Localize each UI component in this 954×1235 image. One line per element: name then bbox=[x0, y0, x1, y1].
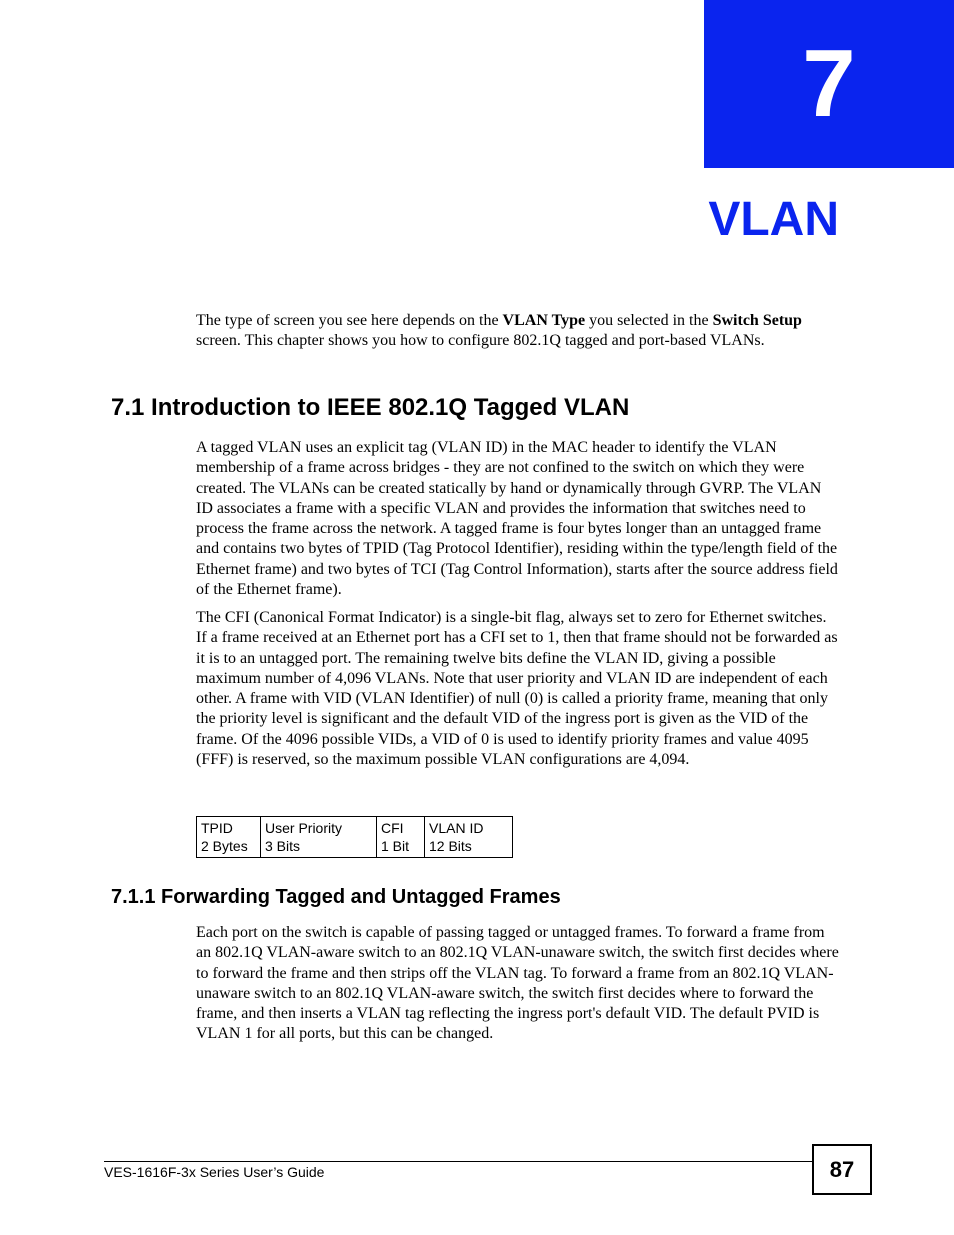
intro-text-1: The type of screen you see here depends on the bbox=[196, 312, 503, 329]
table-cell-tpid bbox=[197, 817, 261, 858]
vlan-tag-format-table bbox=[196, 816, 513, 858]
table-cell-vlan-id bbox=[425, 817, 513, 858]
table-cell-user-priority bbox=[261, 817, 377, 858]
field-name: User Priority bbox=[265, 820, 343, 836]
chapter-number-box bbox=[704, 0, 954, 168]
field-size: 1 Bit bbox=[381, 838, 410, 854]
chapter-number: 7 bbox=[802, 30, 856, 137]
intro-bold-vlan-type: VLAN Type bbox=[502, 312, 586, 329]
table-cell-cfi bbox=[377, 817, 425, 858]
subsection-paragraph: Each port on the switch is capable of passing tagged or untagged frames. To forward a frame from an 802.1Q VLAN-aware switch to an 802.1Q VLAN-unaware switch, the switch first decides where to forward the frame and then strips off the VLAN tag. To forward a frame from an 802.1Q VLAN-unaware switch to an 802.1Q VLAN-aware switch, the switch first decides where to forward the frame, and then inserts a VLAN tag reflecting the ingress port's default VID. The default PVID is VLAN 1 for all ports, but this can be changed. bbox=[196, 924, 839, 1043]
footer-guide-title: VES-1616F-3x Series User’s Guide bbox=[104, 1164, 325, 1180]
field-size: 2 Bytes bbox=[201, 838, 248, 854]
field-name: VLAN ID bbox=[429, 820, 484, 836]
intro-bold-switch-setup: Switch Setup bbox=[712, 312, 802, 329]
intro-paragraph bbox=[196, 311, 841, 352]
field-size: 3 Bits bbox=[265, 838, 301, 854]
field-name: CFI bbox=[381, 820, 404, 836]
section-paragraph-1: A tagged VLAN uses an explicit tag (VLAN ID) in the MAC header to identify the VLAN membership of a frame across bridges - they are not confined to the switch on which they were created. The VLANs can be created statically by hand or dynamically through GVRP. The VLAN ID associates a frame with a specific VLAN and provides the information that switches need to process the frame across the network. A tagged frame is four bytes longer than an untagged frame and contains two bytes of TPID (Tag Protocol Identifier), residing within the type/length field of the Ethernet frame) and two bytes of TCI (Tag Control Information), starts after the source address field of the Ethernet frame). bbox=[196, 439, 838, 599]
table-row bbox=[197, 817, 513, 858]
field-size: 12 Bits bbox=[429, 838, 472, 854]
footer-divider bbox=[104, 1161, 812, 1162]
intro-text-2: you selected in the bbox=[585, 312, 713, 329]
section-paragraph-2: The CFI (Canonical Format Indicator) is a single-bit flag, always set to zero for Ethernet switches. If a frame received at an Ethernet port has a CFI set to 1, then that frame should not be forwarded as it is to an untagged port. The remaining twelve bits define the VLAN ID, giving a possible maximum number of 4,096 VLANs. Note that user priority and VLAN ID are independent of each other. A frame with VID (VLAN Identifier) of null (0) is called a priority frame, meaning that only the priority level is significant and the default VID of the ingress port is given as the VID of the frame. Of the 4096 possible VIDs, a VID of 0 is used to identify priority frames and value 4095 (FFF) is reserved, so the maximum possible VLAN configurations are 4,094. bbox=[196, 609, 838, 769]
field-name: TPID bbox=[201, 820, 233, 836]
intro-text-3: screen. This chapter shows you how to configure 802.1Q tagged and port-based VLANs. bbox=[196, 332, 765, 350]
subsection-heading: 7.1.1 Forwarding Tagged and Untagged Frames bbox=[111, 886, 561, 908]
chapter-title: VLAN bbox=[708, 193, 839, 246]
section-heading: 7.1 Introduction to IEEE 802.1Q Tagged VLAN bbox=[111, 394, 630, 421]
page-number: 87 bbox=[812, 1144, 872, 1195]
